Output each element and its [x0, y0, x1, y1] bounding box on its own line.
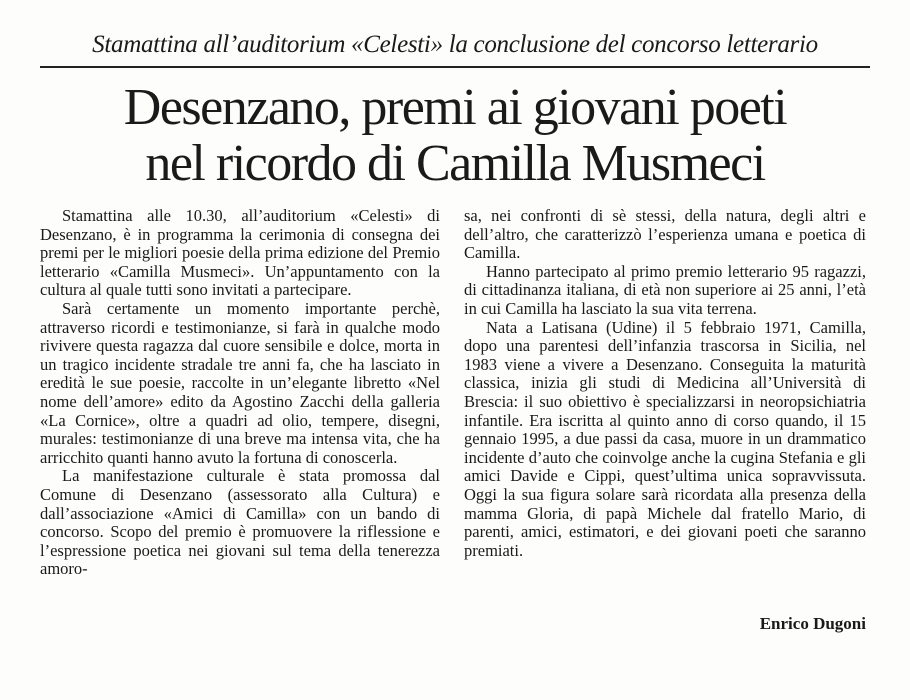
article-column-right: [464, 207, 866, 560]
kicker-divider: [40, 66, 870, 68]
paragraph: Hanno partecipato al primo premio letterario 95 ragazzi, di cittadinanza italiana, di età non superiore ai 25 anni, l’età in cui Camilla ha lasciato la sua vita terrena.: [464, 261, 866, 318]
paragraph: Sarà certamente un momento importante perchè, attraverso ricordi e testimonianze, si farà in qualche modo rivivere questa ragazza dal cuore sensibile e dolce, morta in un tragico incidente stradale tre anni fa, che ha lasciato in eredità le sue poesie, raccolte in un’elegante libretto «Nel nome dell’amore» edito da Agostino Zacchi della galleria «La Cornice», oltre a quadri ad olio, tempere, disegni, murales: testimonianze di una breve ma intensa vita, che ha arricchito quanti hanno avuto la fortuna di conoscerla.: [40, 298, 440, 467]
paragraph: sa, nei confronti di sè stessi, della natura, degli altri e dell’altro, che caratterizzò l’esperienza umana e poetica di Camilla.: [464, 206, 866, 263]
headline-line-1: Desenzano, premi ai giovani poeti: [123, 79, 787, 136]
paragraph: Nata a Latisana (Udine) il 5 febbraio 1971, Camilla, dopo una parentesi dell’infanzia trascorsa in Sicilia, nel 1983 viene a vivere a Desenzano. Conseguita la maturità classica, inizia gli studi di Medicina all’Università di Brescia: il suo obiettivo è specializzarsi in neoropsichiatria infantile. Era iscritta al quinto anno di corso quando, il 15 gennaio 1995, a due passi da casa, muore in un drammatico incidente d’auto che coinvolge anche la cugina Stefania e gli amici Davide e Cippi, quest’ultima unica sopravvissuta. Oggi la sua figura solare sarà ricordata alla presenza della mamma Gloria, di papà Michele dal fratello Mario, di parenti, amici, estimatori, e dei giovani poeti che saranno premiati.: [464, 317, 866, 560]
paragraph: La manifestazione culturale è stata promossa dal Comune di Desenzano (assessorato alla Cultura) e dall’associazione «Amici di Camilla» con un bando di concorso. Scopo del premio è promuovere la riflessione e l’espressione poetica nei giovani sul tema della tenerezza amoro-: [40, 466, 440, 579]
paragraph: Stamattina alle 10.30, all’auditorium «Celesti» di Desenzano, è in programma la cerimonia di consegna dei premi per le migliori poesie della prima edizione del Premio letterario «Camilla Musmeci». Un’appuntamento con la cultura al quale tutti sono invitati a partecipare.: [40, 206, 440, 300]
headline-line-2: nel ricordo di Camilla Musmeci: [145, 135, 765, 192]
article-column-left: [40, 207, 440, 579]
article-headline: [40, 80, 870, 192]
author-byline: Enrico Dugoni: [759, 614, 866, 633]
article-kicker: Stamattina all’auditorium «Celesti» la conclusione del concorso letterario: [92, 31, 818, 58]
